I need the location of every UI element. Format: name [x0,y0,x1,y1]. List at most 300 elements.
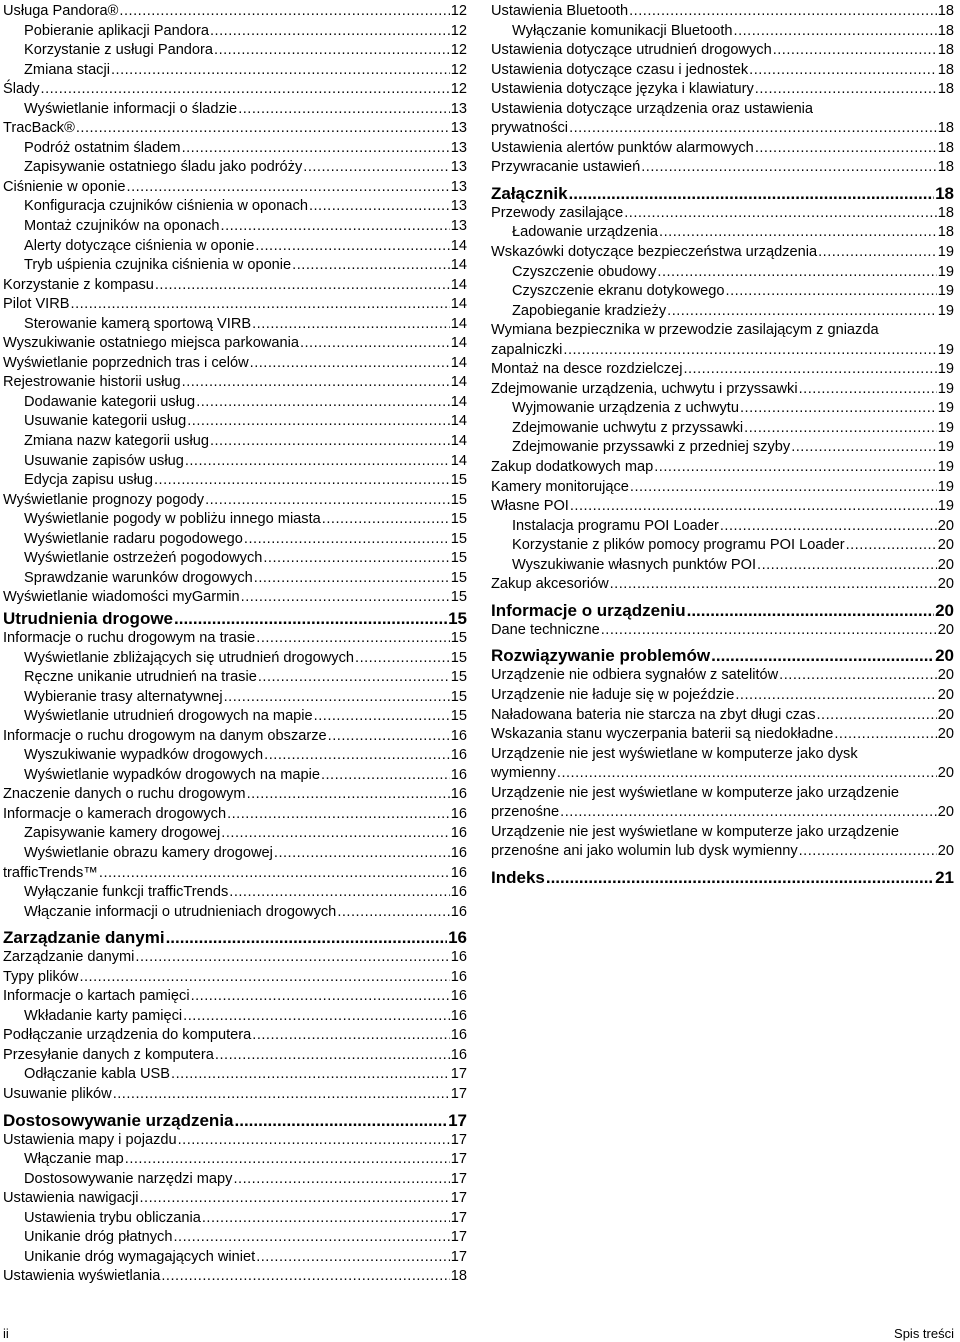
toc-entry[interactable] [491,536,954,556]
dot-leader [337,903,449,923]
toc-entry[interactable] [491,204,954,224]
dot-leader [263,549,449,569]
toc-entry[interactable] [491,686,954,706]
toc-entry[interactable] [3,1065,467,1085]
toc-entry[interactable] [491,621,954,641]
toc-entry-label: Informacje o urządzeniu [491,600,686,620]
toc-entry[interactable] [3,178,467,198]
toc-entry[interactable] [3,569,467,589]
toc-entry-label-line1: Ustawienia dotyczące urządzenia oraz ustawienia [491,100,814,117]
toc-entry-page: 20 [937,517,954,534]
toc-entry[interactable] [3,237,467,257]
toc-entry-label: Wyłączanie funkcji trafficTrends [24,884,229,901]
toc-entry[interactable] [3,393,467,413]
toc-entry-page: 20 [935,646,954,666]
dot-leader [749,61,937,81]
toc-entry-page: 20 [937,621,954,638]
toc-entry-page: 18 [937,81,954,98]
toc-entry-label: Unikanie dróg płatnych [24,1229,173,1246]
toc-entry[interactable] [3,530,467,550]
toc-section-heading[interactable] [3,1110,467,1131]
dot-leader [205,491,450,511]
toc-entry[interactable] [491,556,954,576]
toc-entry-line2 [491,764,954,784]
toc-entry-page: 20 [937,556,954,573]
toc-entry[interactable] [491,302,954,322]
toc-entry-label: Alerty dotyczące ciśnienia w oponie [24,237,255,254]
dot-leader [560,803,937,823]
toc-entry-label: Włączanie map [24,1151,124,1168]
toc-entry[interactable] [491,41,954,61]
toc-entry-page: 13 [450,198,467,215]
toc-entry[interactable] [3,412,467,432]
toc-entry-label: Ustawienia alertów punktów alarmowych [491,139,754,156]
toc-entry-label: Załącznik [491,183,568,203]
dot-leader [309,197,450,217]
toc-entry-page: 15 [450,550,467,567]
toc-entry-page: 13 [450,120,467,137]
dot-leader [799,380,937,400]
toc-entry[interactable] [3,471,467,491]
toc-entry-label: Rejestrowanie historii usług [3,374,181,391]
toc-entry-page: 16 [450,949,467,966]
toc-entry-page: 15 [450,530,467,547]
toc-entry[interactable] [491,478,954,498]
toc-entry-page: 19 [937,459,954,476]
toc-entry[interactable] [3,649,467,669]
dot-leader [119,2,449,22]
toc-entry[interactable] [491,139,954,159]
toc-entry-label: Ręczne unikanie utrudnień na trasie [24,669,257,686]
toc-entry[interactable] [3,824,467,844]
toc-entry-label: Zakup akcesoriów [491,576,609,593]
toc-entry[interactable] [3,315,467,335]
toc-entry-label: Wyświetlanie obrazu kamery drogowej [24,844,273,861]
toc-entry[interactable] [491,438,954,458]
dot-leader [779,666,937,686]
toc-entry[interactable] [491,497,954,517]
toc-entry-label: prywatności [491,120,569,137]
toc-entry-label: Przywracanie ustawień [491,159,641,176]
toc-entry[interactable] [3,1046,467,1066]
toc-entry[interactable] [491,380,954,400]
toc-entry-line2 [491,119,954,139]
toc-entry-page: 18 [937,22,954,39]
toc-entry-label: Wskazówki dotyczące bezpieczeństwa urządzenia [491,244,818,261]
toc-section-heading[interactable] [491,600,954,621]
dot-leader [687,600,934,621]
toc-entry-page: 13 [450,139,467,156]
toc-entry-page: 16 [450,1046,467,1063]
toc-entry[interactable] [491,100,954,139]
dot-leader [154,471,450,491]
toc-entry-label: TracBack® [3,120,75,137]
footer-page-number: ii [3,1326,9,1341]
toc-entry-label: Zmiana nazw kategorii usług [24,433,209,450]
toc-entry-label: Zapobieganie kradzieży [512,302,667,319]
dot-leader [744,419,937,439]
toc-entry-page: 17 [448,1110,467,1130]
toc-entry-label: Znaczenie danych o ruchu drogowym [3,786,246,803]
dot-leader [210,432,450,452]
dot-leader [641,158,937,178]
toc-entry[interactable] [491,263,954,283]
toc-entry-page: 20 [937,667,954,684]
dot-leader [667,302,937,322]
toc-entry[interactable] [3,432,467,452]
dot-leader [292,256,450,276]
toc-entry-page: 12 [450,81,467,98]
dot-leader [76,119,450,139]
dot-leader [127,178,450,198]
dot-leader [183,1007,450,1027]
toc-entry-page: 14 [450,413,467,430]
toc-entry[interactable] [491,22,954,42]
toc-entry[interactable] [3,334,467,354]
toc-entry[interactable] [3,354,467,374]
toc-entry[interactable] [3,295,467,315]
toc-entry-page: 19 [937,341,954,358]
toc-entry-label: Montaż na desce rozdzielczej [491,361,683,378]
toc-entry[interactable] [491,2,954,22]
toc-entry[interactable] [3,2,467,22]
toc-entry[interactable] [3,785,467,805]
toc-entry-page: 20 [937,726,954,743]
toc-entry-label: zapalniczki [491,341,563,358]
toc-entry-page: 15 [448,608,467,628]
toc-entry[interactable] [3,452,467,472]
dot-leader [229,883,450,903]
toc-entry[interactable] [491,223,954,243]
toc-entry[interactable] [491,458,954,478]
toc-entry[interactable] [3,22,467,42]
toc-entry[interactable] [3,1131,467,1151]
toc-section-heading[interactable] [491,867,954,888]
toc-entry-label: Wkładanie karty pamięci [24,1007,183,1024]
toc-entry-page: 17 [450,1085,467,1102]
toc-entry[interactable] [3,987,467,1007]
toc-entry-label: Wyświetlanie radaru pogodowego [24,530,243,547]
toc-entry-label: Kamery monitorujące [491,478,629,495]
toc-entry-label: przenośne ani jako wolumin lub dysk wymienny [491,843,798,860]
toc-entry-label: Indeks [491,867,545,887]
toc-entry[interactable] [3,629,467,649]
toc-entry-label: Ustawienia dotyczące utrudnień drogowych [491,42,772,59]
toc-entry-page: 18 [937,139,954,156]
toc-entry-label: Ciśnienie w oponie [3,178,126,195]
dot-leader [252,315,450,335]
dot-leader [322,510,450,530]
toc-entry[interactable] [491,575,954,595]
dot-leader [601,621,937,641]
dot-leader [255,237,449,257]
toc-entry-label: Wyszukiwanie ostatniego miejsca parkowania [3,335,299,352]
dot-leader [755,80,937,100]
toc-entry-label: Rozwiązywanie problemów [491,646,711,666]
toc-entry[interactable] [491,321,954,360]
toc-section-heading[interactable] [3,927,467,948]
toc-entry-label: Tryb uśpienia czujnika ciśnienia w oponie [24,257,292,274]
toc-entry[interactable] [3,1267,467,1287]
toc-entry[interactable] [3,668,467,688]
dot-leader [191,987,450,1007]
dot-leader [630,478,937,498]
dot-leader [321,766,450,786]
dot-leader [244,530,450,550]
toc-entry-page: 20 [937,537,954,554]
dot-leader [113,1085,450,1105]
toc-entry-page: 15 [450,708,467,725]
toc-entry-label: Ustawienia dotyczące czasu i jednostek [491,61,749,78]
toc-entry[interactable] [3,588,467,608]
dot-leader [546,867,934,888]
toc-entry[interactable] [3,510,467,530]
toc-entry-page: 19 [937,419,954,436]
toc-entry-page: 14 [450,354,467,371]
toc-entry-page: 16 [450,884,467,901]
toc-entry-line2 [491,842,954,862]
toc-entry-page: 13 [450,159,467,176]
toc-entry-page: 16 [450,968,467,985]
toc-entry-label: Konfiguracja czujników ciśnienia w oponach [24,198,308,215]
toc-entry-page: 20 [937,576,954,593]
toc-entry[interactable] [3,948,467,968]
toc-entry-label: Wyświetlanie wypadków drogowych na mapie [24,766,320,783]
toc-entry[interactable] [3,119,467,139]
dot-leader [563,341,936,361]
toc-entry-line2 [491,341,954,361]
toc-entry[interactable] [3,883,467,903]
dot-leader [834,725,936,745]
toc-entry-page: 14 [450,335,467,352]
toc-entry-page: 20 [935,600,954,620]
toc-entry-page: 21 [935,867,954,887]
toc-entry-label: przenośne [491,804,560,821]
toc-entry[interactable] [3,373,467,393]
toc-entry-page: 17 [450,1229,467,1246]
toc-entry[interactable] [3,1209,467,1229]
toc-entry[interactable] [3,1085,467,1105]
toc-entry[interactable] [3,1248,467,1268]
toc-entry[interactable] [3,139,467,159]
toc-entry[interactable] [3,549,467,569]
dot-leader [196,393,450,413]
toc-entry-label: Typy plików [3,968,79,985]
toc-entry-label: Ustawienia dotyczące języka i klawiatury [491,81,754,98]
toc-entry[interactable] [3,100,467,120]
dot-leader [161,1267,449,1287]
toc-entry[interactable] [3,1189,467,1209]
dot-leader [720,517,937,537]
toc-entry-label: Własne POI [491,498,569,515]
dot-leader [624,204,937,224]
toc-entry[interactable] [3,968,467,988]
toc-entry-label: Korzystanie z kompasu [3,276,154,293]
toc-entry[interactable] [3,256,467,276]
toc-entry-page: 19 [937,283,954,300]
toc-entry[interactable] [3,727,467,747]
toc-entry-label: Zmiana stacji [24,61,110,78]
toc-entry[interactable] [491,419,954,439]
toc-entry-page: 15 [450,511,467,528]
toc-entry[interactable] [3,844,467,864]
toc-entry[interactable] [3,276,467,296]
toc-entry-page: 12 [450,42,467,59]
toc-entry[interactable] [491,80,954,100]
toc-entry-label: Ustawienia trybu obliczania [24,1209,201,1226]
dot-leader [258,668,450,688]
toc-entry-label: wymienny [491,765,556,782]
toc-entry-page: 18 [450,1268,467,1285]
toc-entry-page: 19 [937,498,954,515]
toc-entry-page: 16 [450,844,467,861]
toc-entry-page: 20 [937,765,954,782]
toc-entry-page: 14 [450,296,467,313]
toc-entry-label: Zapisywanie ostatniego śladu jako podróży [24,159,303,176]
dot-leader [99,864,450,884]
toc-entry[interactable] [491,745,954,784]
toc-entry[interactable] [491,243,954,263]
toc-entry[interactable] [3,1170,467,1190]
toc-entry-label-line1: Urządzenie nie jest wyświetlane w komputerze jako urządzenie [491,823,900,840]
toc-entry-page: 15 [450,472,467,489]
toc-entry-page: 18 [937,61,954,78]
toc-entry-label: Ustawienia wyświetlania [3,1268,161,1285]
dot-leader [187,412,450,432]
toc-entry[interactable] [3,805,467,825]
dot-leader [328,727,450,747]
toc-entry[interactable] [3,491,467,511]
dot-leader [233,1170,449,1190]
toc-entry-page: 14 [450,276,467,293]
toc-entry-page: 20 [937,706,954,723]
toc-entry-label: Wyświetlanie pogody w pobliżu innego miasta [24,511,321,528]
toc-entry[interactable] [3,746,467,766]
toc-entry[interactable] [3,1007,467,1027]
toc-entry[interactable] [491,784,954,823]
toc-entry-page: 14 [450,374,467,391]
dot-leader [215,1046,450,1066]
toc-entry[interactable] [3,688,467,708]
dot-leader [629,2,937,22]
toc-entry[interactable] [491,61,954,81]
dot-leader [41,80,450,100]
toc-entry-page: 15 [450,688,467,705]
toc-entry[interactable] [3,158,467,178]
toc-entry[interactable] [3,864,467,884]
toc-entry-page: 13 [450,100,467,117]
toc-entry-line2 [491,803,954,823]
dot-leader [659,223,937,243]
toc-left-column [3,2,467,1287]
toc-entry-label: Wyświetlanie poprzednich tras i celów [3,354,249,371]
footer-title: Spis treści [894,1326,954,1341]
toc-entry[interactable] [3,61,467,81]
toc-entry-page: 16 [450,1027,467,1044]
toc-entry-label: trafficTrends™ [3,864,98,881]
toc-entry-label: Przesyłanie danych z komputera [3,1046,214,1063]
dot-leader [182,139,450,159]
dot-leader [569,183,935,204]
toc-entry-label: Montaż czujników na oponach [24,218,220,235]
toc-entry-label: Ustawienia nawigacji [3,1190,139,1207]
toc-entry-label: Informacje o kartach pamięci [3,988,190,1005]
toc-entry-label: Czyszczenie ekranu dotykowego [512,283,725,300]
toc-entry-page: 17 [450,1131,467,1148]
toc-section-heading[interactable] [491,645,954,666]
toc-entry-label: Wyświetlanie prognozy pogody [3,491,205,508]
toc-entry[interactable] [3,707,467,727]
toc-entry-page: 18 [935,183,954,203]
toc-entry-label: Unikanie dróg wymagających winiet [24,1248,256,1265]
toc-entry-page: 19 [937,400,954,417]
toc-entry[interactable] [491,725,954,745]
toc-entry-label: Wyszukiwanie wypadków drogowych [24,747,264,764]
toc-entry[interactable] [3,217,467,237]
toc-entry-page: 15 [450,649,467,666]
toc-entry-page: 17 [450,1209,467,1226]
toc-entry-label: Dostosowywanie urządzenia [3,1110,234,1130]
toc-entry-label: Wyświetlanie informacji o śladzie [24,100,238,117]
toc-entry-page: 12 [450,61,467,78]
dot-leader [182,373,450,393]
toc-entry-page: 15 [450,589,467,606]
toc-section-heading[interactable] [491,183,954,204]
toc-entry-label: Czyszczenie obudowy [512,263,657,280]
dot-leader [235,1110,448,1131]
toc-entry[interactable] [3,1228,467,1248]
toc-entry-page: 16 [450,805,467,822]
toc-entry-page: 14 [450,452,467,469]
toc-entry-page: 15 [450,491,467,508]
toc-entry-page: 17 [450,1066,467,1083]
toc-entry[interactable] [491,158,954,178]
toc-entry-label: Włączanie informacji o utrudnieniach drogowych [24,903,337,920]
toc-entry[interactable] [491,823,954,862]
toc-entry[interactable] [3,80,467,100]
dot-leader [610,575,937,595]
toc-entry[interactable] [3,1150,467,1170]
toc-entry[interactable] [491,399,954,419]
toc-entry[interactable] [491,706,954,726]
toc-entry[interactable] [3,1026,467,1046]
toc-entry-label: Wyjmowanie urządzenia z uchwytu [512,400,739,417]
toc-entry-label: Dostosowywanie narzędzi mapy [24,1170,233,1187]
dot-leader [247,785,450,805]
toc-entry[interactable] [491,360,954,380]
toc-entry[interactable] [3,903,467,923]
dot-leader [773,41,937,61]
toc-entry-label: Informacje o ruchu drogowym na trasie [3,629,256,646]
dot-leader [221,217,450,237]
toc-entry-label: Urządzenie nie odbiera sygnałów z satelitów [491,667,779,684]
toc-entry[interactable] [3,197,467,217]
toc-entry-page: 12 [450,3,467,19]
toc-entry[interactable] [3,766,467,786]
toc-entry-page: 18 [937,120,954,137]
toc-entry[interactable] [491,666,954,686]
dot-leader [173,1228,449,1248]
toc-entry[interactable] [491,282,954,302]
toc-entry[interactable] [491,517,954,537]
toc-entry-label: Podłączanie urządzenia do komputera [3,1027,252,1044]
dot-leader [111,61,450,81]
toc-section-heading[interactable] [3,608,467,629]
dot-leader [799,842,937,862]
toc-entry[interactable] [3,41,467,61]
dot-leader [740,399,937,419]
toc-entry-label: Zdejmowanie urządzenia, uchwytu i przyssawki [491,380,798,397]
